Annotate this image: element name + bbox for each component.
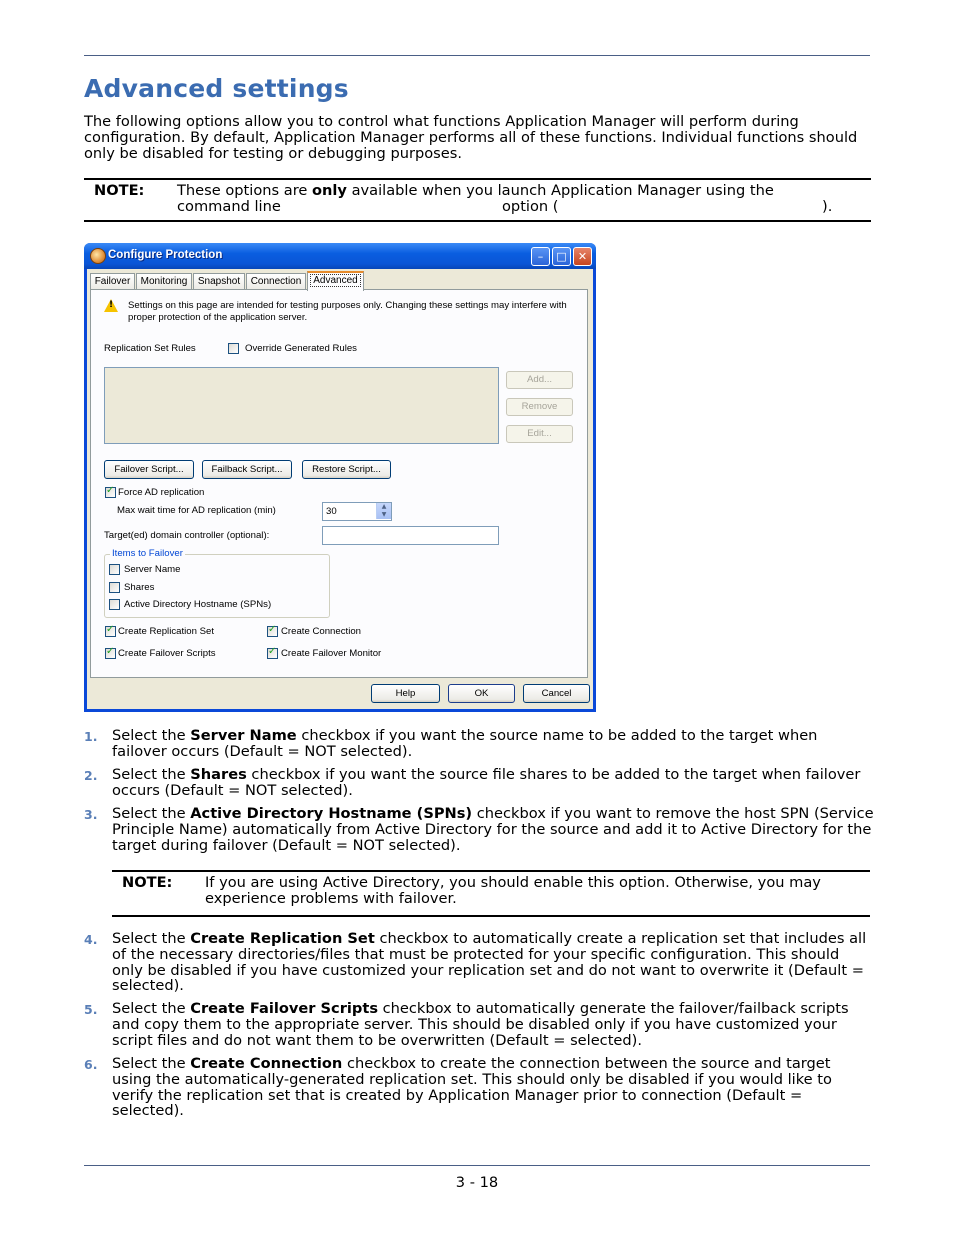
target-dc-label: Target(ed) domain controller (optional): [104,530,270,541]
replication-rules-list[interactable] [104,367,499,444]
note-label: NOTE: [122,874,173,891]
note-label: NOTE: [94,182,145,199]
shares-checkbox[interactable] [109,582,120,593]
ad-hostname-label: Active Directory Hostname (SPNs) [124,599,272,610]
top-rule [84,55,870,56]
create-failover-scripts-checkbox[interactable] [105,648,116,659]
create-connection-checkbox[interactable] [267,626,278,637]
tab-failover[interactable]: Failover [90,273,135,289]
server-name-label: Server Name [124,564,181,575]
app-icon [90,248,106,264]
note-close-text: ). [822,198,833,215]
close-icon[interactable]: ✕ [573,247,592,266]
force-ad-checkbox[interactable] [105,487,116,498]
ad-hostname-checkbox[interactable] [109,599,120,610]
add-button[interactable]: Add... [506,371,573,389]
restore-script-button[interactable]: Restore Script... [302,460,391,479]
items-to-failover-title: Items to Failover [112,548,183,559]
help-button[interactable]: Help [371,684,440,703]
max-wait-spinner[interactable] [322,502,392,521]
tab-advanced[interactable]: Advanced [307,271,364,291]
failover-script-button[interactable]: Failover Script... [104,460,194,479]
remove-button[interactable]: Remove [506,398,573,416]
create-connection-label: Create Connection [281,626,361,637]
max-wait-value: 30 [326,506,337,517]
create-failover-monitor-label: Create Failover Monitor [281,648,382,659]
maximize-icon[interactable]: □ [552,247,571,266]
create-failover-scripts-label: Create Failover Scripts [118,648,216,659]
note-box-options [84,178,871,222]
cancel-button[interactable]: Cancel [523,684,590,703]
tab-snapshot[interactable]: Snapshot [193,273,245,289]
page-title: Advanced settings [84,74,349,103]
note-text-line2: command line [177,198,281,215]
minimize-icon[interactable]: – [531,247,550,266]
configure-protection-window [84,243,596,712]
note-option-text: option ( [502,198,559,215]
window-client-area [87,269,593,709]
max-wait-label: Max wait time for AD replication (min) [117,505,276,516]
create-failover-monitor-checkbox[interactable] [267,648,278,659]
shares-label: Shares [124,582,155,593]
force-ad-label: Force AD replication [118,487,205,498]
edit-button[interactable]: Edit... [506,425,573,443]
note-text: These options are only available when you launch Application Manager using the [177,182,774,199]
bottom-rule [84,1165,870,1166]
note-box-active-directory [112,870,870,917]
window-title-bar[interactable] [84,243,596,269]
ok-button[interactable]: OK [448,684,515,703]
tab-monitoring[interactable]: Monitoring [136,273,192,289]
create-replication-set-checkbox[interactable] [105,626,116,637]
page-number: 3 - 18 [455,1174,499,1191]
advanced-tab-panel: ! Settings on this page are intended for testing purposes only. Changing these settings may interfere with proper protection of the application server. Replication Set Rules Override Generated Rules Add... Remove Edit... Failover Script... Failback Script... Restore Script... ✓ Force AD replication Max wait time for AD replication (min) 30 ▲ ▼ Target(ed) domain controller (optional): Items to Failover Server Name Shares Active Directory Hostname (SPNs) ✓ Create Replication Set ✓ Create Connection ✓ Create Failover Scripts ✓ Create Failover Monitor [90,289,588,678]
note-text: If you are using Active Directory, you should enable this option. Otherwise, you may experience problems with failover. [205,874,821,907]
target-dc-field[interactable] [322,526,499,545]
intro-paragraph: The following options allow you to control what functions Application Manager will perform during configuration. By default, Application Manager performs all of these functions. Individual functions should only be disabled for testing or debugging purposes. [84,113,858,162]
failback-script-button[interactable]: Failback Script... [202,460,292,479]
replication-set-rules-label: Replication Set Rules [104,343,196,354]
window-title: Configure Protection [108,249,223,261]
create-replication-set-label: Create Replication Set [118,626,214,637]
override-rules-checkbox[interactable] [228,343,239,354]
override-rules-label: Override Generated Rules [245,343,357,354]
server-name-checkbox[interactable] [109,564,120,575]
spinner-arrows-icon[interactable]: ▲ ▼ [376,503,391,519]
warning-text: Settings on this page are intended for testing purposes only. Changing these settings may interfere with proper protection of the application server. [128,300,567,323]
tab-connection[interactable]: Connection [246,273,306,289]
